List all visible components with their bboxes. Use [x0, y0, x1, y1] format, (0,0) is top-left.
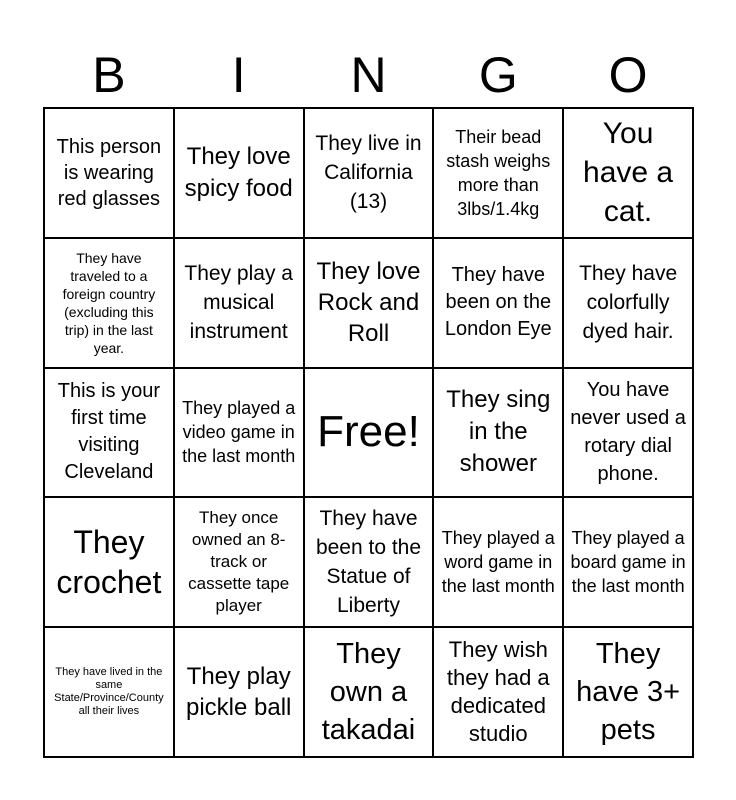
- cell-text: They live in California (13): [315, 132, 422, 214]
- bingo-cell-r2-c1[interactable]: [44, 238, 174, 368]
- cell-text: They played a board game in the last month: [570, 528, 686, 597]
- cell-text: They have been to the Statue of Liberty: [315, 507, 422, 618]
- bingo-cell-r2-c3[interactable]: [304, 238, 434, 368]
- bingo-cell-r5-c1[interactable]: [44, 627, 174, 757]
- header-letter-i: I: [231, 47, 246, 103]
- bingo-cell-r4-c5[interactable]: [563, 497, 693, 627]
- bingo-cell-r4-c3[interactable]: [304, 497, 434, 627]
- cell-text: This person is wearing red glasses: [56, 135, 162, 210]
- cell-text: They play a musical instrument: [184, 262, 293, 344]
- bingo-cell-r1-c5[interactable]: [563, 108, 693, 238]
- header-letter-o: O: [608, 47, 648, 103]
- bingo-cell-r1-c2[interactable]: [174, 108, 304, 238]
- bingo-cell-r2-c4[interactable]: [433, 238, 563, 368]
- cell-text: They have traveled to a foreign country (excluding this trip) in the last year.: [62, 249, 156, 356]
- bingo-cell-r2-c2[interactable]: [174, 238, 304, 368]
- cell-text: They play pickle ball: [186, 663, 292, 722]
- bingo-cell-r1-c3[interactable]: [304, 108, 434, 238]
- bingo-cell-r3-c1[interactable]: [44, 368, 174, 498]
- cell-text: This is your first time visiting Cleveland: [57, 380, 161, 484]
- cell-text: They have 3+ pets: [576, 638, 681, 747]
- cell-text: You have never used a rotary dial phone.: [570, 379, 686, 486]
- bingo-cell-r1-c4[interactable]: [433, 108, 563, 238]
- header-letter-n: N: [350, 47, 387, 103]
- cell-text: You have a cat.: [583, 117, 674, 229]
- header-letter-g: G: [478, 47, 518, 103]
- bingo-cell-r5-c5[interactable]: [563, 627, 693, 757]
- bingo-cell-r5-c2[interactable]: [174, 627, 304, 757]
- header-letter-b: B: [92, 47, 126, 103]
- bingo-cell-r2-c5[interactable]: [563, 238, 693, 368]
- bingo-cell-r5-c4[interactable]: [433, 627, 563, 757]
- cell-text: They own a takadai: [321, 638, 416, 747]
- bingo-cell-r4-c2[interactable]: [174, 497, 304, 627]
- cell-text: They have colorfully dyed hair.: [579, 262, 678, 344]
- cell-text: Free!: [317, 407, 420, 457]
- bingo-cell-r5-c3[interactable]: [304, 627, 434, 757]
- bingo-cell-r3-c5[interactable]: [563, 368, 693, 498]
- cell-text: They wish they had a dedicated studio: [446, 637, 550, 747]
- cell-text: They crochet: [56, 524, 162, 601]
- cell-text: They have been on the London Eye: [444, 264, 552, 341]
- bingo-cell-r4-c1[interactable]: [44, 497, 174, 627]
- cell-text: Their bead stash weighs more than 3lbs/1.4kg: [446, 126, 551, 219]
- cell-text: They have lived in the same State/Province/County all their lives: [54, 666, 164, 718]
- cell-text: They once owned an 8-track or cassette tape player: [188, 508, 290, 616]
- bingo-cell-r3-c2[interactable]: [174, 368, 304, 498]
- cell-text: They love Rock and Roll: [316, 258, 421, 348]
- bingo-header: [44, 44, 693, 106]
- cell-text: They love spicy food: [184, 142, 293, 202]
- cell-text: They played a video game in the last month: [182, 398, 296, 467]
- bingo-cell-free[interactable]: [304, 368, 434, 498]
- cell-text: They sing in the shower: [446, 386, 551, 478]
- bingo-cell-r1-c1[interactable]: [44, 108, 174, 238]
- bingo-card-grid: [43, 107, 694, 758]
- bingo-cell-r4-c4[interactable]: [433, 497, 563, 627]
- cell-text: They played a word game in the last month: [441, 528, 555, 597]
- bingo-cell-r3-c4[interactable]: [433, 368, 563, 498]
